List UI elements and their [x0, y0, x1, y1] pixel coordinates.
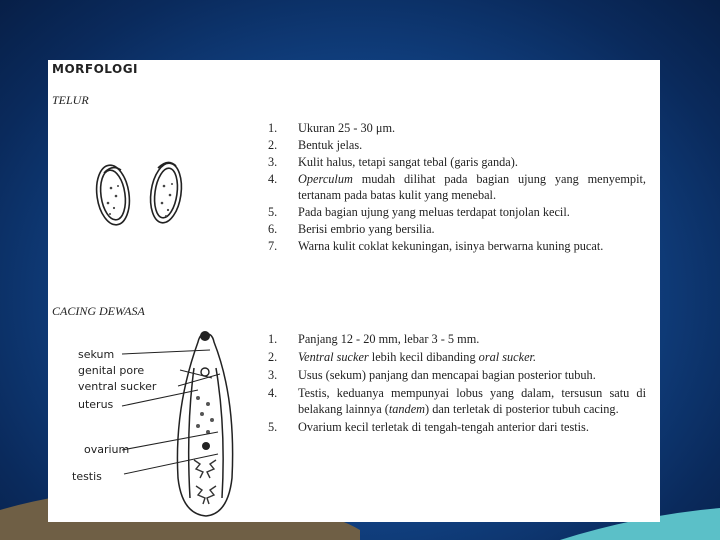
list-term: Ventral sucker	[298, 350, 369, 364]
label-ovarium: ovarium	[84, 443, 130, 456]
list-item	[268, 238, 646, 254]
list-text: Usus (sekum) panjang dan mencapai bagian posterior tubuh.	[298, 368, 596, 382]
list-number: 5.	[268, 205, 278, 219]
list-item	[268, 120, 646, 136]
list-term: oral sucker.	[478, 350, 537, 364]
list-number: 6.	[268, 222, 278, 236]
list-item	[268, 204, 646, 220]
list-number: 3.	[268, 155, 278, 169]
label-ventral-sucker: ventral sucker	[78, 380, 157, 393]
list-item	[268, 137, 646, 153]
label-uterus: uterus	[78, 398, 114, 411]
egg-illustration	[88, 148, 188, 238]
list-term: tandem	[388, 402, 426, 416]
list-term: Operculum	[298, 172, 353, 186]
list-text: Warna kulit coklat kekuningan, isinya berwarna kuning pucat.	[298, 239, 604, 253]
dewasa-list	[268, 331, 646, 437]
list-text: Bentuk jelas.	[298, 138, 363, 152]
list-item	[268, 171, 646, 203]
list-text: Panjang 12 - 20 mm, lebar 3 - 5 mm.	[298, 332, 480, 346]
list-number: 5.	[268, 420, 278, 434]
dewasa-heading: CACING DEWASA	[52, 304, 145, 318]
label-genital-pore: genital pore	[78, 364, 145, 377]
telur-heading: TELUR	[52, 93, 89, 107]
list-number: 2.	[268, 350, 278, 364]
list-item	[268, 419, 646, 435]
list-text: Testis, keduanya mempunyai lobus yang dalam, tersusun satu di belakang lainnya (	[298, 386, 646, 416]
list-text: Kulit halus, tetapi sangat tebal (garis ganda).	[298, 155, 518, 169]
list-item	[268, 221, 646, 237]
list-text: Pada bagian ujung yang meluas terdapat tonjolan kecil.	[298, 205, 570, 219]
list-item	[268, 331, 646, 347]
list-text: ) dan terletak di posterior tubuh cacing.	[425, 402, 619, 416]
list-number: 4.	[268, 386, 278, 400]
document-page	[48, 60, 660, 522]
list-number: 4.	[268, 172, 278, 186]
list-text: Berisi embrio yang bersilia.	[298, 222, 435, 236]
list-item	[268, 385, 646, 417]
list-text: lebih kecil dibanding	[368, 350, 479, 364]
list-text: mudah dilihat pada bagian ujung yang menyempit, tertanam pada batas kulit yang menebal.	[298, 172, 646, 202]
list-text: Ovarium kecil terletak di tengah-tengah anterior dari testis.	[298, 420, 589, 434]
list-number: 1.	[268, 121, 278, 135]
list-text: Ukuran 25 - 30 μm.	[298, 121, 396, 135]
list-number: 7.	[268, 239, 278, 253]
page-title: MORFOLOGI	[52, 62, 139, 76]
label-testis: testis	[72, 470, 102, 483]
list-item	[268, 367, 646, 383]
list-number: 2.	[268, 138, 278, 152]
list-number: 1.	[268, 332, 278, 346]
list-item	[268, 154, 646, 170]
list-number: 3.	[268, 368, 278, 382]
telur-list	[268, 120, 646, 255]
list-item	[268, 349, 646, 365]
label-sekum: sekum	[78, 348, 115, 361]
